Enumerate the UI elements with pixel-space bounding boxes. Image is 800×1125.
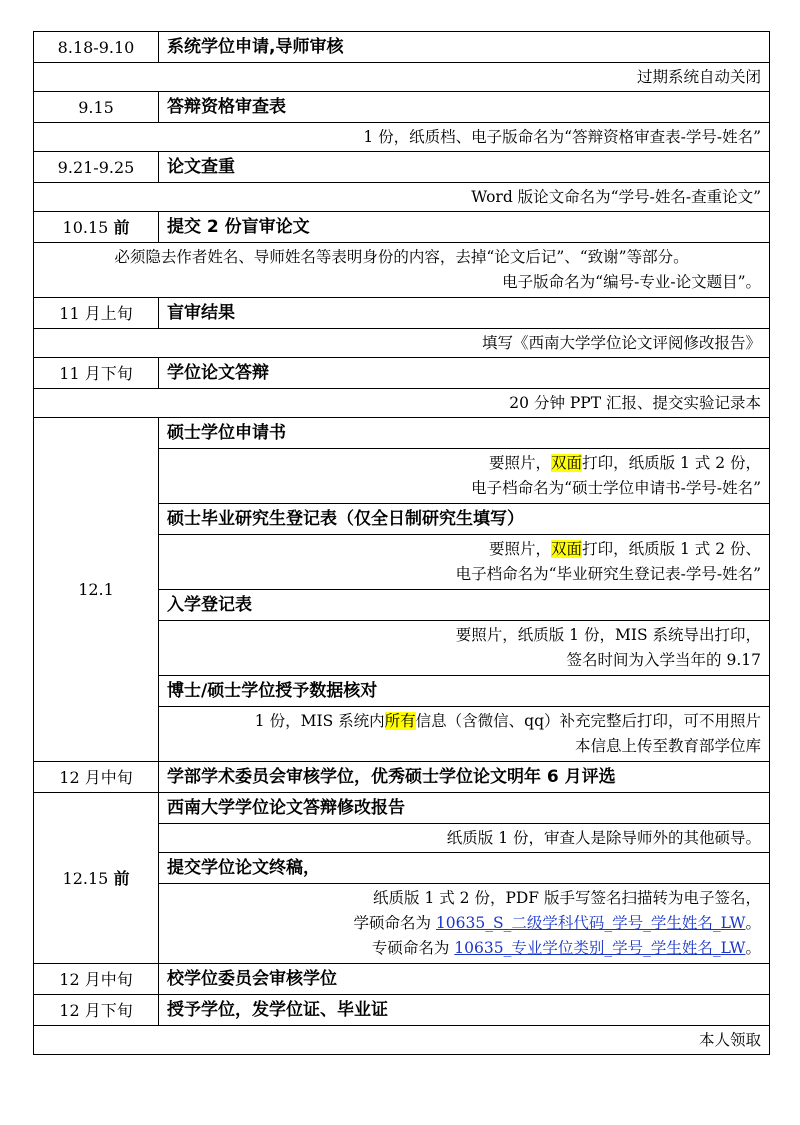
step-note: 要照片，纸质版 1 份，MIS 系统导出打印， 签名时间为入学当年的 9.17 xyxy=(159,621,770,676)
table-row xyxy=(34,243,770,298)
step-title: 提交 2 份盲审论文 xyxy=(159,212,770,243)
step-title: 提交学位论文终稿， xyxy=(159,853,770,884)
step-note: 本人领取 xyxy=(34,1026,770,1055)
step-title: 学位论文答辩 xyxy=(159,358,770,389)
step-note: 要照片，双面打印，纸质版 1 式 2 份、 电子档命名为“毕业研究生登记表-学号-姓名” xyxy=(159,535,770,590)
step-title: 入学登记表 xyxy=(159,590,770,621)
table-row xyxy=(34,418,770,449)
table-row xyxy=(34,329,770,358)
step-note: 纸质版 1 份，审查人是除导师外的其他硕导。 xyxy=(159,824,770,853)
date-cell: 12 月中旬 xyxy=(34,964,159,995)
step-note: 过期系统自动关闭 xyxy=(34,63,770,92)
date-cell: 10.15 前 xyxy=(34,212,159,243)
date-cell: 11 月下旬 xyxy=(34,358,159,389)
table-row xyxy=(34,92,770,123)
step-note: 1 份，纸质档、电子版命名为“答辩资格审查表-学号-姓名” xyxy=(34,123,770,152)
table-row xyxy=(34,995,770,1026)
date-cell: 12.15 前 xyxy=(34,793,159,964)
table-row xyxy=(34,298,770,329)
step-title: 博士/硕士学位授予数据核对 xyxy=(159,676,770,707)
step-title: 盲审结果 xyxy=(159,298,770,329)
naming-link[interactable]: 10635_专业学位类别_学号_学生姓名_LW xyxy=(454,939,746,957)
step-title: 硕士学位申请书 xyxy=(159,418,770,449)
schedule-table xyxy=(33,31,770,1055)
table-row xyxy=(34,32,770,63)
table-row xyxy=(34,212,770,243)
step-title: 系统学位申请,导师审核 xyxy=(159,32,770,63)
step-title: 授予学位，发学位证、毕业证 xyxy=(159,995,770,1026)
table-row xyxy=(34,152,770,183)
step-note: 1 份，MIS 系统内所有信息（含微信、qq）补充完整后打印，可不用照片 本信息上传至教育部学位库 xyxy=(159,707,770,762)
table-row xyxy=(34,1026,770,1055)
date-cell: 12 月下旬 xyxy=(34,995,159,1026)
date-cell: 12.1 xyxy=(34,418,159,762)
date-cell: 8.18-9.10 xyxy=(34,32,159,63)
step-title: 学部学术委员会审核学位，优秀硕士学位论文明年 6 月评选 xyxy=(159,762,770,793)
naming-link[interactable]: 10635_S_二级学科代码_学号_学生姓名_LW xyxy=(435,914,746,932)
highlight-text: 双面 xyxy=(551,454,583,472)
step-title: 校学位委员会审核学位 xyxy=(159,964,770,995)
step-note: 必须隐去作者姓名、导师姓名等表明身份的内容，去掉“论文后记”、“致谢”等部分。 电子版命名为“编号-专业-论文题目”。 xyxy=(34,243,770,298)
table-row xyxy=(34,358,770,389)
highlight-text: 双面 xyxy=(551,540,583,558)
step-note: 20 分钟 PPT 汇报、提交实验记录本 xyxy=(34,389,770,418)
date-cell: 12 月中旬 xyxy=(34,762,159,793)
step-title: 答辩资格审查表 xyxy=(159,92,770,123)
step-note: Word 版论文命名为“学号-姓名-查重论文” xyxy=(34,183,770,212)
step-title: 论文查重 xyxy=(159,152,770,183)
table-row xyxy=(34,793,770,824)
table-row xyxy=(34,183,770,212)
table-row xyxy=(34,762,770,793)
step-title: 硕士毕业研究生登记表（仅全日制研究生填写） xyxy=(159,504,770,535)
table-row xyxy=(34,964,770,995)
table-row xyxy=(34,123,770,152)
table-row xyxy=(34,389,770,418)
date-cell: 9.21-9.25 xyxy=(34,152,159,183)
date-cell: 11 月上旬 xyxy=(34,298,159,329)
step-note: 纸质版 1 式 2 份，PDF 版手写签名扫描转为电子签名， 学硕命名为 10635_S_二级学科代码_学号_学生姓名_LW。 专硕命名为 10635_专业学位类别_学号_学生姓名_LW。 xyxy=(159,884,770,964)
date-cell: 9.15 xyxy=(34,92,159,123)
table-row xyxy=(34,63,770,92)
step-title: 西南大学学位论文答辩修改报告 xyxy=(159,793,770,824)
step-note: 填写《西南大学学位论文评阅修改报告》 xyxy=(34,329,770,358)
step-note: 要照片，双面打印，纸质版 1 式 2 份， 电子档命名为“硕士学位申请书-学号-姓名” xyxy=(159,449,770,504)
highlight-text: 所有 xyxy=(384,712,416,730)
